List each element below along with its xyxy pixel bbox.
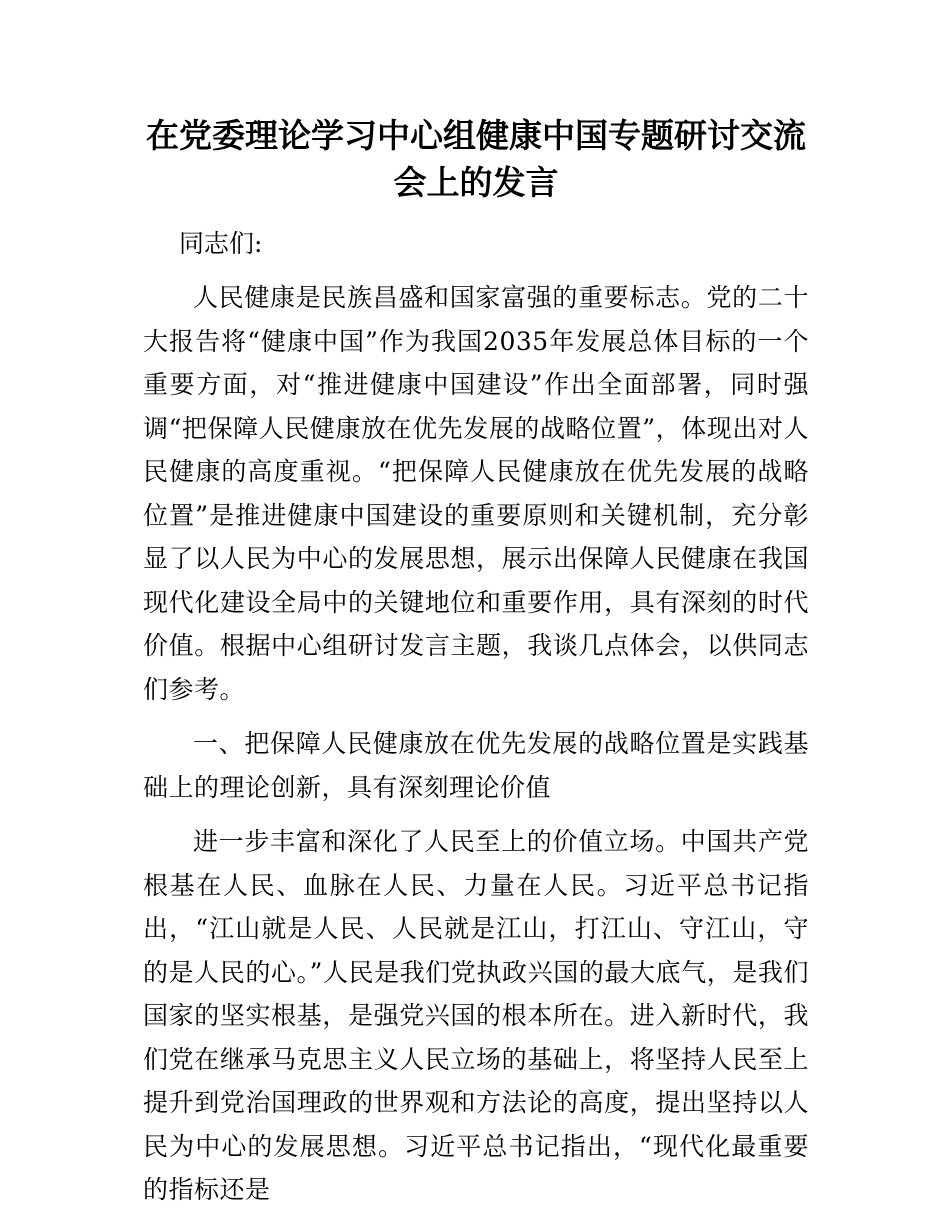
salutation: 同志们: xyxy=(179,229,263,258)
section-heading: 一、把保障人民健康放在优先发展的战略位置是实践基础上的理论创新，具有深刻理论价值 xyxy=(143,729,809,802)
document-title: 在党委理论学习中心组健康中国专题研讨交流会上的发言 xyxy=(146,116,806,202)
section-paragraph: 进一步丰富和深化了人民至上的价值立场。中国共产党根基在人民、血脉在人民、力量在人民。习近平总书记指出，“江山就是人民、人民就是江山，打江山、守江山，守的是人民的心。”人民是我们党执政兴国的最大底气，是我们国家的坚实根基，是强党兴国的根本所在。进入新时代，我们党在继承马克思主义人民立场的基础上，将坚持人民至上提升到党治国理政的世界观和方法论的高度，提出坚持以人民为中心的发展思想。习近平总书记指出，“现代化最重要的指标还是 xyxy=(143,827,809,1204)
document-page xyxy=(143,112,809,1212)
intro-paragraph: 人民健康是民族昌盛和国家富强的重要标志。党的二十大报告将“健康中国”作为我国2035年发展总体目标的一个重要方面，对“推进健康中国建设”作出全面部署，同时强调“把保障人民健康放在优先发展的战略位置”，体现出对人民健康的高度重视。“把保障人民健康放在优先发展的战略位置”是推进健康中国建设的重要原则和关键机制，充分彰显了以人民为中心的发展思想，展示出保障人民健康在我国现代化建设全局中的关键地位和重要作用，具有深刻的时代价值。根据中心组研讨发言主题，我谈几点体会，以供同志们参考。 xyxy=(143,283,809,704)
